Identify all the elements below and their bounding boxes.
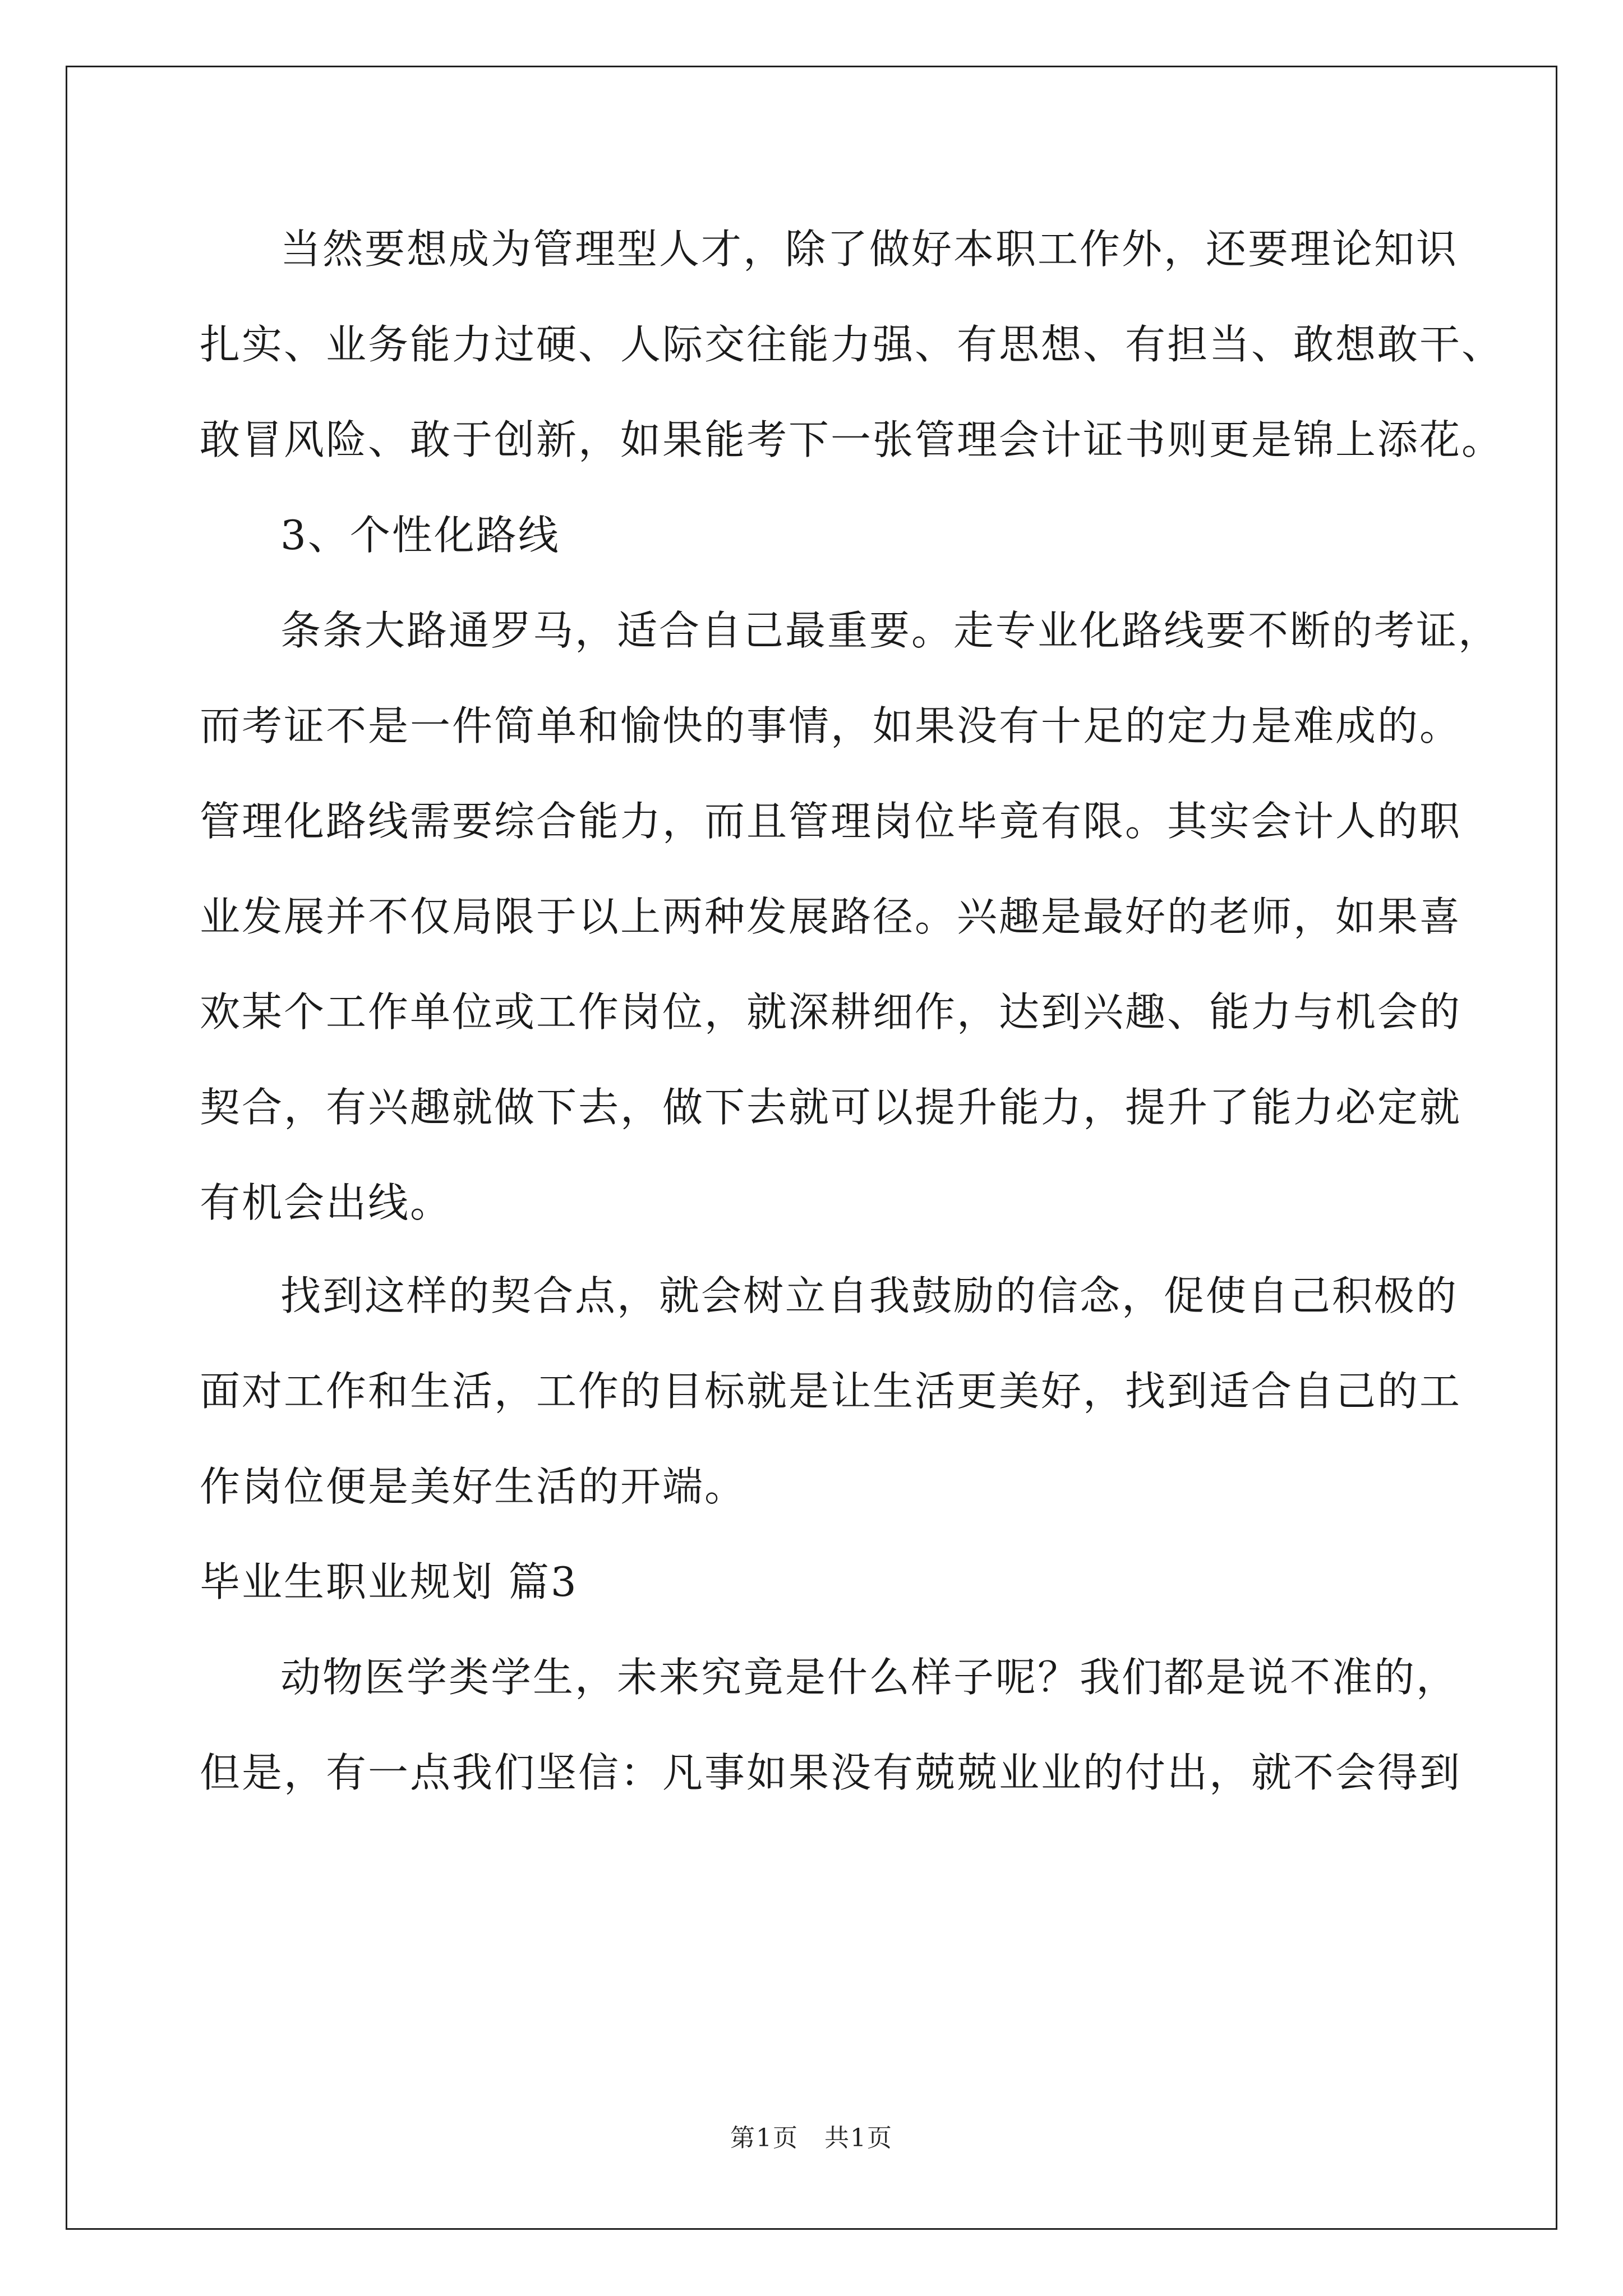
paragraph-line: 管理化路线需要综合能力，而且管理岗位毕竟有限。其实会计人的职 — [200, 798, 1462, 845]
paragraph-line: 但是，有一点我们坚信：凡事如果没有兢兢业业的付出，就不会得到 — [200, 1749, 1462, 1796]
page-number-footer: 第1页 共1页 — [730, 2124, 893, 2152]
paragraph-line: 当然要想成为管理型人才，除了做好本职工作外，还要理论知识 — [280, 226, 1459, 273]
paragraph-line: 欢某个工作单位或工作岗位，就深耕细作，达到兴趣、能力与机会的 — [200, 988, 1462, 1036]
paragraph-line: 面对工作和生活，工作的目标就是让生活更美好，找到适合自己的工 — [200, 1368, 1462, 1415]
paragraph-line: 扎实、业务能力过硬、人际交往能力强、有思想、有担当、敢想敢干、 — [200, 321, 1504, 368]
paragraph-line: 而考证不是一件简单和愉快的事情，如果没有十足的定力是难成的。 — [200, 702, 1462, 749]
paragraph-line: 敢冒风险、敢于创新，如果能考下一张管理会计证书则更是锦上添花。 — [200, 416, 1504, 463]
section-heading: 毕业生职业规划 篇3 — [200, 1558, 578, 1605]
paragraph-line: 业发展并不仅局限于以上两种发展路径。兴趣是最好的老师，如果喜 — [200, 893, 1462, 940]
paragraph-line: 条条大路通罗马，适合自己最重要。走专业化路线要不断的考证， — [280, 607, 1501, 654]
paragraph-line: 有机会出线。 — [200, 1179, 453, 1226]
paragraph-line: 动物医学类学生，未来究竟是什么样子呢？我们都是说不准的， — [280, 1654, 1459, 1701]
page-border — [66, 66, 1557, 2230]
paragraph-line: 契合，有兴趣就做下去，做下去就可以提升能力，提升了能力必定就 — [200, 1084, 1462, 1131]
section-subheading: 3、个性化路线 — [280, 512, 560, 559]
paragraph-line: 作岗位便是美好生活的开端。 — [200, 1463, 747, 1510]
paragraph-line: 找到这样的契合点，就会树立自我鼓励的信念，促使自己积极的 — [280, 1272, 1459, 1319]
